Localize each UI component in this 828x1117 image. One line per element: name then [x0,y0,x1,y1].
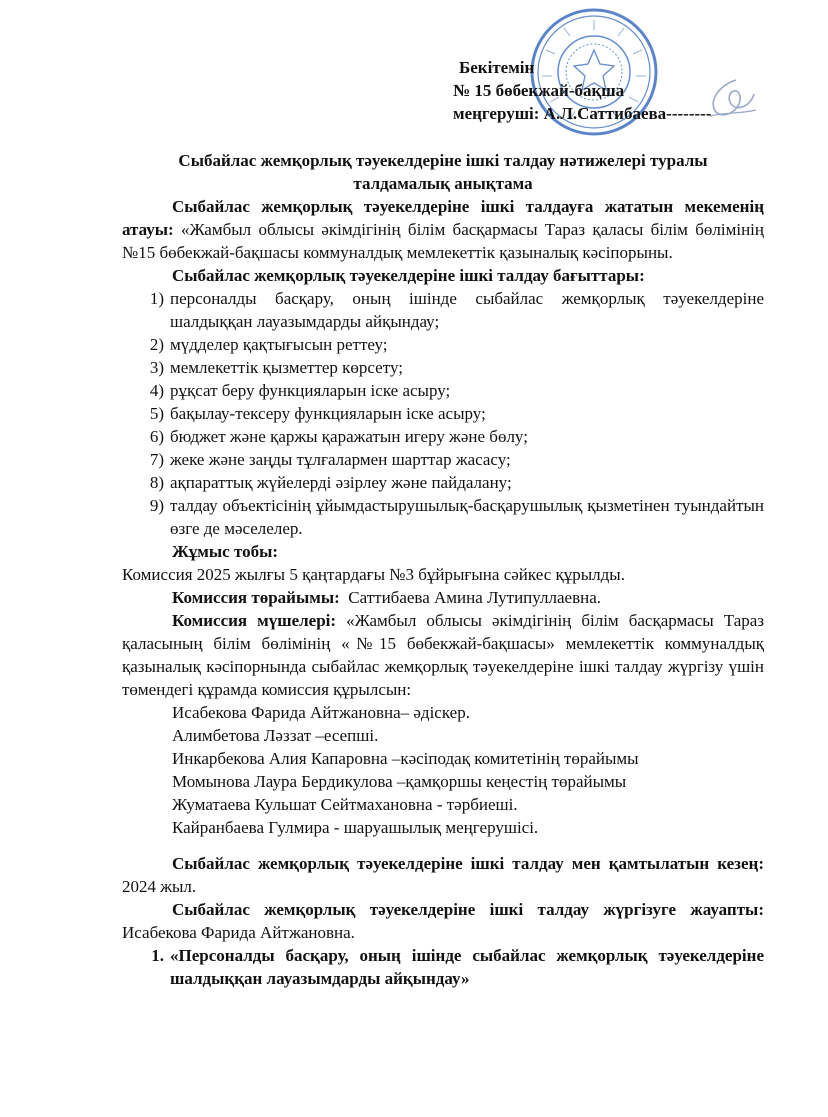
list-item [122,287,764,333]
list-item [122,402,764,425]
directions-list [122,287,764,540]
member-item: Исабекова Фарида Айтжановна– әдіскер. [172,703,470,722]
document-title [122,149,764,195]
chair-name: Саттибаева Амина Лутипуллаевна. [339,588,601,607]
responsible-value: Исабекова Фарида Айтжановна. [122,923,355,942]
list-item-number: 2) [149,335,164,354]
members-paragraph [122,609,764,701]
list-item-number: 7) [149,450,164,469]
document-body [122,149,764,990]
list-item [122,471,764,494]
approval-line-head: меңгеруші: А.Л.Саттибаева-------- [453,104,712,123]
responsible-label: Сыбайлас жемқорлық тәуекелдеріне ішкі талдау жүргізуге жауапты: [172,900,764,919]
section-1-text: «Персоналды басқару, оның ішінде сыбайлас жемқорлық тәуекелдеріне шалдыққан лауазымдарды айқындау» [170,946,764,988]
list-item-text: персоналды басқару, оның ішінде сыбайлас жемқорлық тәуекелдеріне шалдыққан лауазымдарды айқындау; [170,289,764,331]
approval-line-institution: № 15 бөбекжай-бақша [453,81,625,100]
approval-line-approve: Бекітемін [459,58,535,77]
list-item-number: 3) [149,358,164,377]
list-item [122,425,764,448]
section-1-heading [122,944,764,990]
list-item [122,379,764,402]
approval-block [453,56,711,125]
list-item-text: мемлекеттік қызметтер көрсету; [170,358,403,377]
directions-heading [122,264,764,287]
member-item: Алимбетова Ләззат –есепші. [172,726,379,745]
members-list [122,701,764,839]
list-item [122,494,764,540]
workgroup-heading [122,540,764,563]
list-item-number: 1) [149,289,164,308]
member-item: Инкарбекова Алия Капаровна –кәсіподақ комитетінің төрайымы [172,749,639,768]
period-paragraph [122,852,764,898]
list-item-text: талдау объектісінің ұйымдастырушылық-басқарушылық қызметінен туындайтын өзге де мәселелер. [170,496,764,538]
list-item [122,448,764,471]
list-item-text: ақпараттық жүйелерді әзірлеу және пайдалану; [170,473,512,492]
chair-line [122,586,764,609]
chair-label: Комиссия төрайымы: [172,588,340,607]
subject-paragraph [122,195,764,264]
responsible-paragraph [122,898,764,944]
subject-text: «Жамбыл облысы әкімдігінің білім басқармасы Тараз қаласы білім бөлімінің №15 бөбекжай-бақшасы коммуналдық мемлекеттік қазыналық кәсіпорыны. [122,220,764,262]
period-label: Сыбайлас жемқорлық тәуекелдеріне ішкі талдау мен қамтылатын кезең: [172,854,764,873]
list-item [122,333,764,356]
title-line-1: Сыбайлас жемқорлық тәуекелдеріне ішкі талдау нәтижелері туралы [178,151,708,170]
list-item [122,356,764,379]
list-item-number: 9) [149,496,164,515]
list-item-number: 5) [149,404,164,423]
subject-label: Сыбайлас жемқорлық тәуекелдеріне ішкі талдауға жататын мекеменің атауы: [122,197,764,239]
member-item: Кайранбаева Гулмира - шаруашылық меңгерушісі. [172,818,539,837]
members-label: Комиссия мүшелері: [172,611,337,630]
section-1-number: 1. [151,946,164,965]
list-item-number: 6) [149,427,164,446]
spacer [122,839,764,852]
member-item: Жуматаева Кульшат Сейтмахановна - тәрбиеші. [172,795,518,814]
members-text: «Жамбыл облысы әкімдігінің білім басқармасы Тараз қаласының білім бөлімінің «№15 бөбекжай-бақшасы» мемлекеттік коммуналдық қазыналық кәсіпорнында сыбайлас жемқорлық тәуекелдеріне ішкі талдау жүргізу үшін төмендегі құрамда комиссия құрылсын: [122,611,764,699]
period-value: 2024 жыл. [122,877,197,896]
directions-heading-text: Сыбайлас жемқорлық тәуекелдеріне ішкі талдау бағыттары: [172,266,645,285]
list-item-number: 4) [149,381,164,400]
workgroup-heading-text: Жұмыс тобы: [172,542,279,561]
list-item-text: бақылау-тексеру функцияларын іске асыру; [170,404,486,423]
list-item-text: рұқсат беру функцияларын іске асыру; [170,381,451,400]
list-item-number: 8) [149,473,164,492]
list-item-text: бюджет және қаржы қаражатын игеру және бөлу; [170,427,528,446]
title-line-2: талдамалық анықтама [353,174,533,193]
workgroup-created: Комиссия 2025 жылғы 5 қаңтардағы №3 бұйрығына сәйкес құрылды. [122,565,625,584]
member-item: Момынова Лаура Бердикулова –қамқоршы кеңестің төрайымы [172,772,627,791]
list-item-text: мүдделер қақтығысын реттеу; [170,335,388,354]
list-item-text: жеке және заңды тұлғалармен шарттар жасасу; [170,450,511,469]
